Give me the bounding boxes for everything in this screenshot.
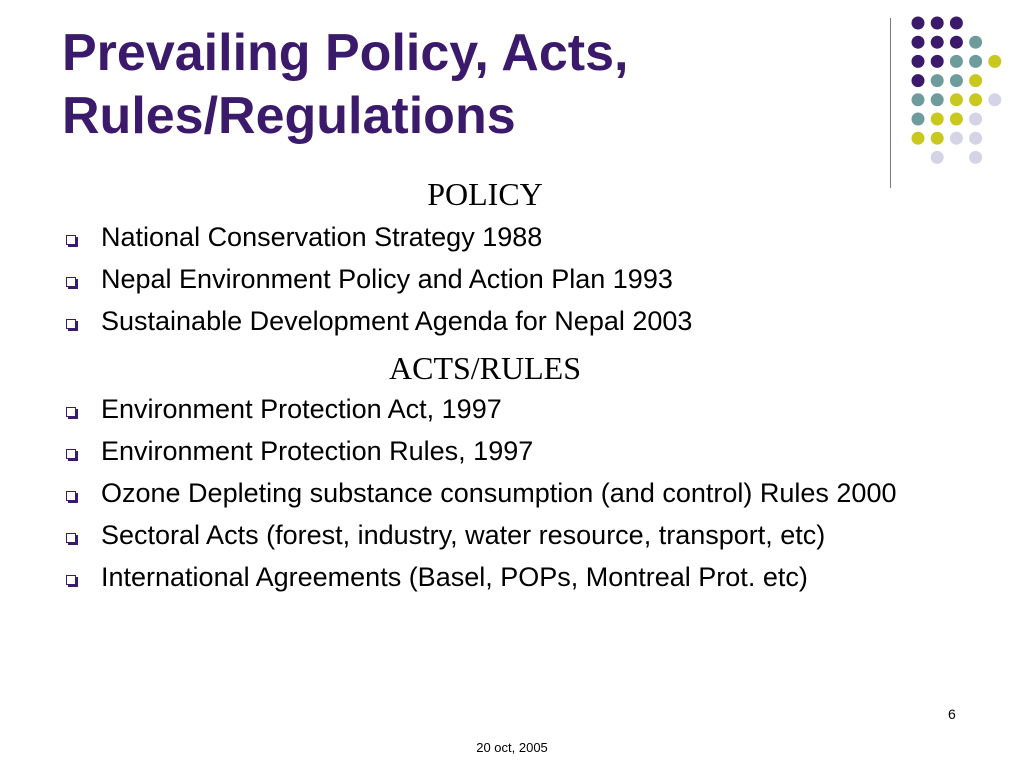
decorative-dot: [931, 151, 944, 164]
square-bullet-icon: [66, 533, 76, 543]
decorative-dot: [931, 36, 944, 49]
decorative-dot: [950, 93, 963, 106]
list-item: [0, 519, 961, 552]
decorative-dot: [912, 36, 925, 49]
list-item: [0, 221, 961, 254]
decorative-dot-grid: [0, 0, 1024, 200]
decorative-dot: [931, 55, 944, 68]
decorative-dot: [912, 113, 925, 126]
list-item: [0, 305, 961, 338]
list-item: [0, 263, 961, 296]
decorative-dot: [988, 55, 1001, 68]
square-bullet-icon: [66, 575, 76, 585]
decorative-dot: [912, 132, 925, 145]
decorative-dot: [912, 55, 925, 68]
list-item: [0, 393, 961, 426]
decorative-dot: [950, 74, 963, 87]
decorative-dot: [950, 132, 963, 145]
list-item-text: National Conservation Strategy 1988: [101, 222, 543, 252]
list-item: [0, 477, 961, 510]
square-bullet-icon: [66, 407, 76, 417]
list-item-text: Environment Protection Act, 1997: [101, 394, 502, 424]
footer-date: 20 oct, 2005: [476, 740, 548, 755]
decorative-dot: [969, 132, 982, 145]
decorative-dot: [969, 55, 982, 68]
list-item-text: Sectoral Acts (forest, industry, water resource, transport, etc): [101, 520, 826, 550]
decorative-dot: [969, 74, 982, 87]
slide-title-line-1: Prevailing Policy, Acts,: [62, 24, 629, 82]
decorative-dot: [969, 93, 982, 106]
decorative-dot: [931, 93, 944, 106]
square-bullet-icon: [66, 491, 76, 501]
decorative-dot: [969, 36, 982, 49]
square-bullet-icon: [66, 235, 76, 245]
square-bullet-icon: [66, 277, 76, 287]
slide-title-line-2: Rules/Regulations: [62, 87, 516, 145]
decorative-dot: [950, 113, 963, 126]
square-bullet-icon: [66, 319, 76, 329]
list-item-text: International Agreements (Basel, POPs, Montreal Prot. etc): [101, 562, 808, 592]
decorative-dot: [988, 93, 1001, 106]
list-item-text: Ozone Depleting substance consumption (and control) Rules 2000: [101, 478, 897, 508]
decorative-dot: [912, 17, 925, 30]
decorative-dot: [912, 74, 925, 87]
decorative-dot: [969, 151, 982, 164]
decorative-dot: [931, 113, 944, 126]
decorative-dot: [950, 36, 963, 49]
list-item: [0, 561, 961, 594]
decorative-dot: [931, 17, 944, 30]
decorative-dot: [912, 93, 925, 106]
section-heading-acts-rules: ACTS/RULES: [388, 350, 582, 386]
acts-rules-list: [0, 393, 961, 603]
section-heading-policy: POLICY: [427, 176, 543, 212]
list-item-text: Sustainable Development Agenda for Nepal 2003: [101, 306, 693, 336]
decorative-dot: [950, 17, 963, 30]
policy-list: [0, 221, 961, 347]
list-item-text: Nepal Environment Policy and Action Plan 1993: [101, 264, 673, 294]
page-number: 6: [948, 706, 956, 722]
list-item: [0, 435, 961, 468]
decorative-dot: [950, 55, 963, 68]
decorative-dot: [969, 113, 982, 126]
decorative-dot: [931, 132, 944, 145]
square-bullet-icon: [66, 449, 76, 459]
decorative-dot: [931, 74, 944, 87]
list-item-text: Environment Protection Rules, 1997: [101, 436, 534, 466]
